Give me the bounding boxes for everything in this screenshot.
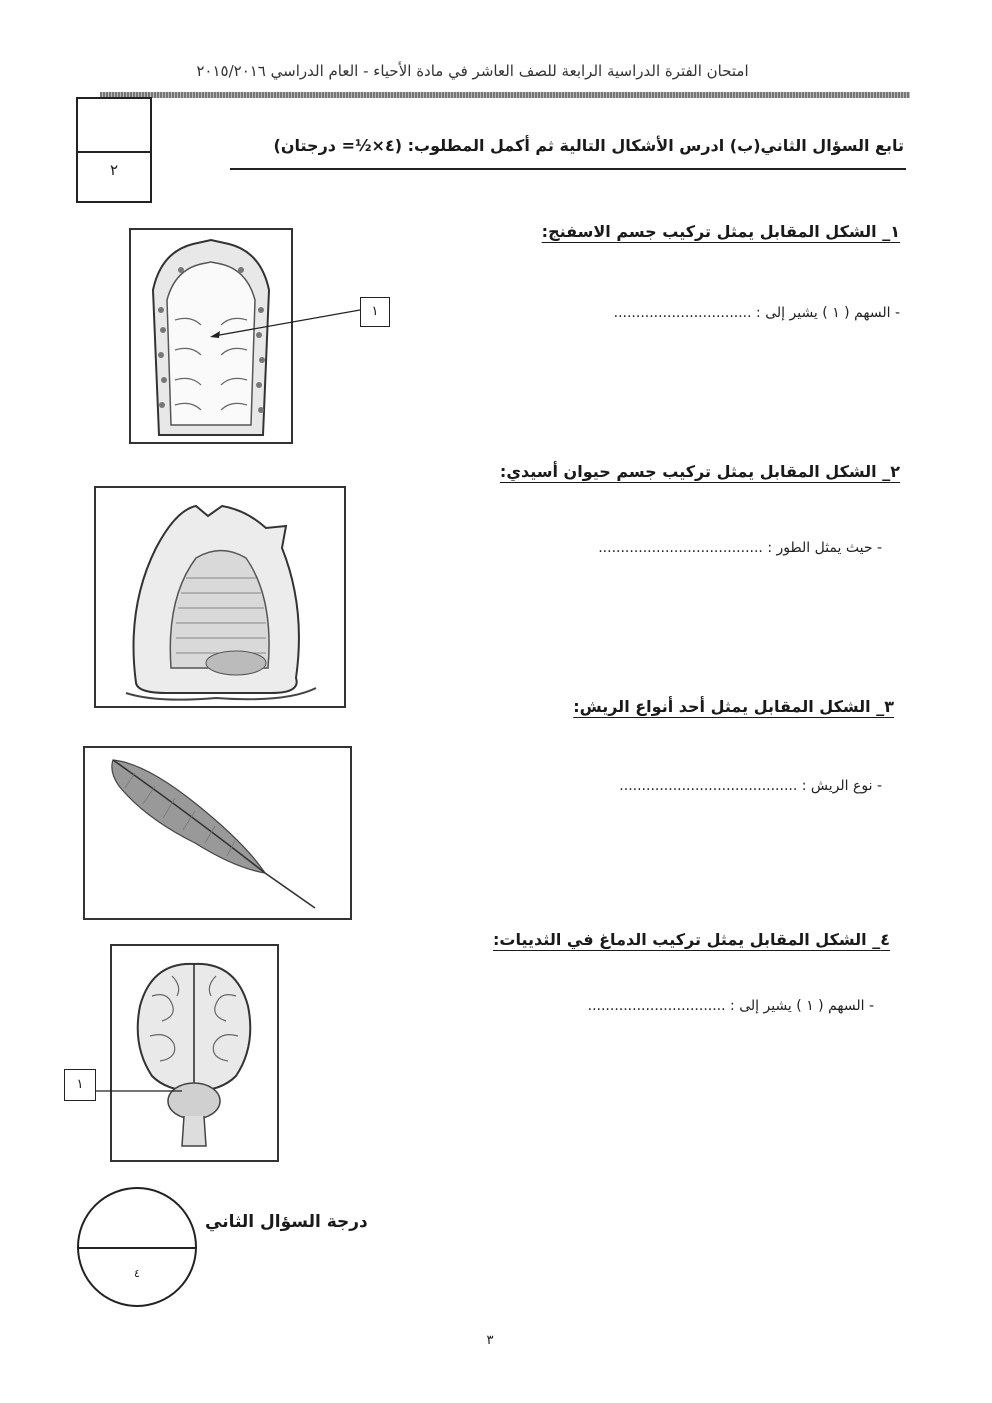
brain-illustration [112,946,277,1160]
grade-circle [77,1187,197,1307]
header-divider [100,92,910,98]
item-2-title: ٢_ الشكل المقابل يمثل تركيب جسم حيوان أسيدي: [499,462,900,481]
item-3-title: ٣_ الشكل المقابل يمثل أحد أنواع الريش: [573,697,894,716]
question-heading: تابع السؤال الثاني(ب) ادرس الأشكال التالية ثم أكمل المطلوب: (٤×½= درجتان) [273,136,904,155]
feather-figure [83,746,352,920]
item-1-prompt [614,305,900,321]
feather-illustration [85,748,350,918]
sponge-pointer-line [210,300,360,340]
score-box-divider [78,151,150,153]
item-4-title: ٤_ الشكل المقابل يمثل تركيب الدماغ في الثدييات: [493,930,890,949]
score-box-value: ٢ [109,161,119,179]
grade-label: درجة السؤال الثاني [205,1212,368,1232]
item-2-prompt-text: - حيث يمثل الطور : [767,540,882,556]
brain-figure [110,944,279,1162]
item-3-prompt-text: - نوع الريش : [801,778,882,794]
item-1-title: ١_ الشكل المقابل يمثل تركيب جسم الاسفنج: [541,222,900,241]
item-2-answer-blank[interactable]: ..................................... [598,540,763,556]
item-1-prompt-text: - السهم ( ١ ) يشير إلى : [756,305,900,321]
item-1-answer-blank[interactable]: ............................... [613,305,752,321]
item-2-prompt [598,540,882,556]
score-box [76,97,152,203]
brain-pointer-line [96,1080,182,1088]
ascidian-illustration [96,488,344,706]
sponge-arrow-label: ١ [360,297,390,327]
item-3-prompt [619,778,882,794]
item-4-prompt-text: - السهم ( ١ ) يشير إلى : [730,998,874,1014]
page-number: ٣ [486,1333,494,1348]
exam-title: امتحان الفترة الدراسية الرابعة للصف العاشر في مادة الأحياء - العام الدراسي ٢٠١٥/٢٠١٦ [196,62,749,80]
grade-circle-divider [79,1247,195,1249]
item-3-answer-blank[interactable]: ........................................ [619,778,798,794]
item-4-answer-blank[interactable]: ............................... [587,998,726,1014]
ascidian-figure [94,486,346,708]
brain-arrow-label: ١ [64,1069,96,1101]
item-4-prompt [588,998,874,1014]
question-heading-underline [230,168,906,170]
grade-circle-value: ٤ [134,1267,140,1280]
